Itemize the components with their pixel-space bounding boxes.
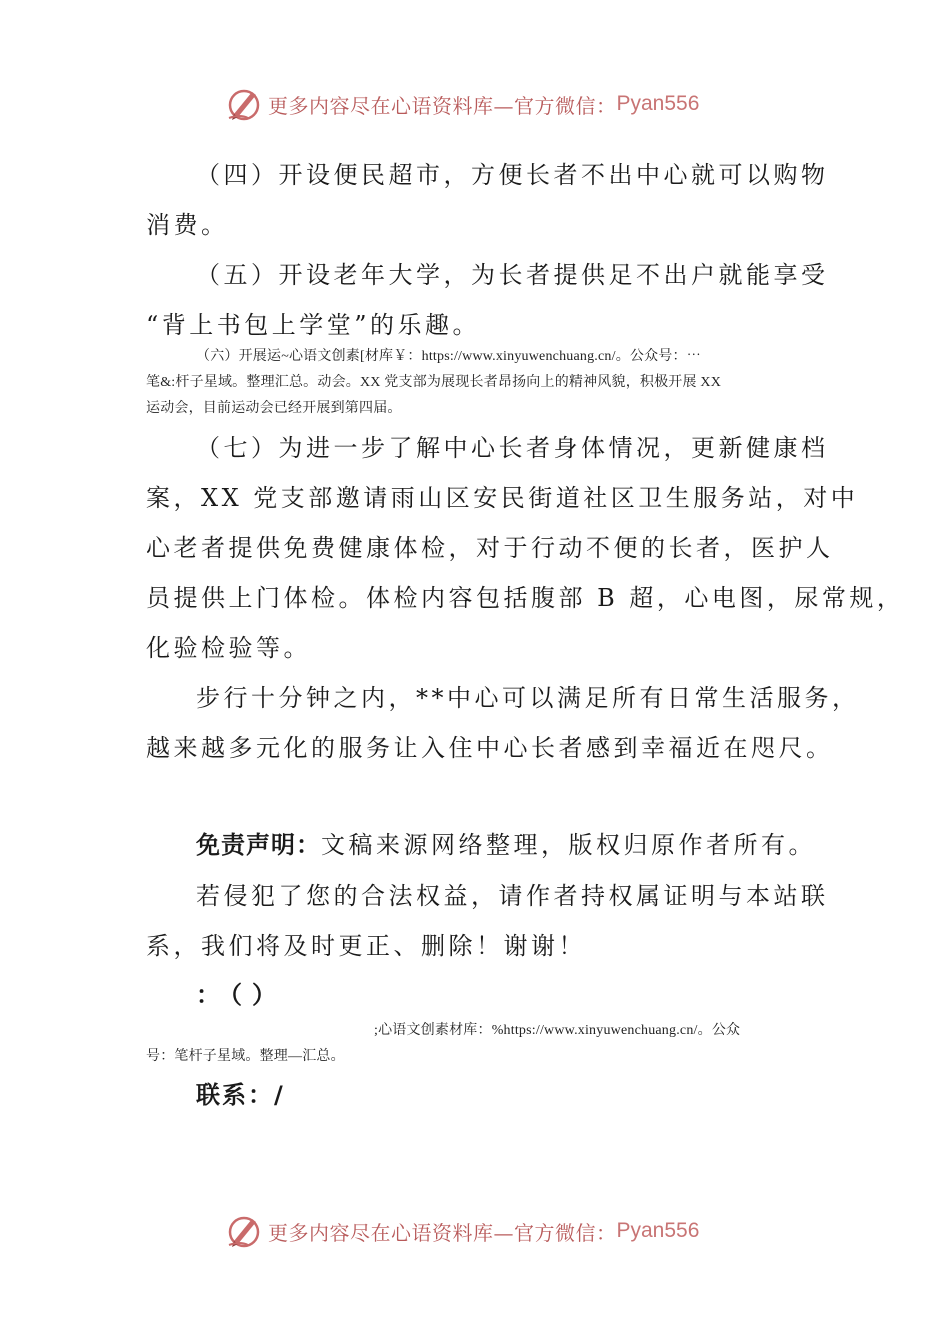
contact-line: 联系：/ [196, 1081, 285, 1109]
paragraph-4-line-1: （四）开设便民超市，方便长者不出中心就可以购物 [196, 161, 829, 189]
disclaimer-text: 文稿来源网络整理，版权归原作者所有。 [321, 831, 816, 859]
paragraph-7-line-2: 案，XX 党支部邀请雨山区安民街道社区卫生服务站，对中 [146, 484, 859, 512]
paragraph-6-line-2: 笔&:杆子星域。整理汇总。动会。XX 党支部为展现长者昂扬向上的精神风貌，积极开展 XX [146, 375, 722, 390]
paragraph-8-line-1: 步行十分钟之内，**中心可以满足所有日常生活服务， [196, 684, 860, 712]
banner-text: 更多内容尽在心语资料库—官方微信： [268, 93, 617, 118]
disclaimer-line-2: 若侵犯了您的合法权益，请作者持权属证明与本站联 [196, 882, 829, 910]
disclaimer-line-3: 系，我们将及时更正、删除！谢谢！ [146, 932, 586, 960]
paragraph-7-line-1: （七）为进一步了解中心长者身体情况，更新健康档 [196, 434, 829, 462]
paragraph-6-line-1: （六）开展运~心语文创素[材库￥：https://www.xinyuwenchuang.cn/。公众号：⋯ [196, 349, 701, 364]
disclaimer-label: 免责声明： [196, 831, 321, 859]
paragraph-8-line-2: 越来越多元化的服务让入住中心长者感到幸福近在咫尺。 [146, 734, 834, 762]
banner-text: 更多内容尽在心语资料库—官方微信： [268, 1220, 617, 1245]
source-note-line-2: 号：笔杆子星域。整理—汇总。 [146, 1049, 345, 1064]
header-banner [226, 84, 699, 124]
source-note-line-1: ;心语文创素材库：%https://www.xinyuwenchuang.cn/。公众 [374, 1023, 741, 1038]
colon-paren-line: ：（） [196, 981, 286, 1009]
paragraph-7-line-5: 化验检验等。 [146, 634, 311, 662]
paragraph-7-line-4: 员提供上门体检。体检内容包括腹部 B 超，心电图，尿常规， [146, 584, 905, 612]
pen-logo-icon [226, 1211, 266, 1251]
disclaimer-line-1 [196, 825, 816, 860]
pen-logo-icon [226, 84, 266, 124]
banner-wechat-id: Pyan556 [616, 1219, 700, 1242]
paragraph-6-line-3: 运动会，目前运动会已经开展到第四届。 [146, 401, 402, 416]
banner-wechat-id: Pyan556 [616, 92, 700, 115]
footer-banner [226, 1211, 699, 1251]
paragraph-4-line-2: 消费。 [146, 211, 229, 239]
paragraph-5-line-1: （五）开设老年大学，为长者提供足不出户就能享受 [196, 261, 829, 289]
paragraph-5-line-2: “背上书包上学堂”的乐趣。 [146, 311, 481, 339]
paragraph-7-line-3: 心老者提供免费健康体检，对于行动不便的长者，医护人 [146, 534, 834, 562]
